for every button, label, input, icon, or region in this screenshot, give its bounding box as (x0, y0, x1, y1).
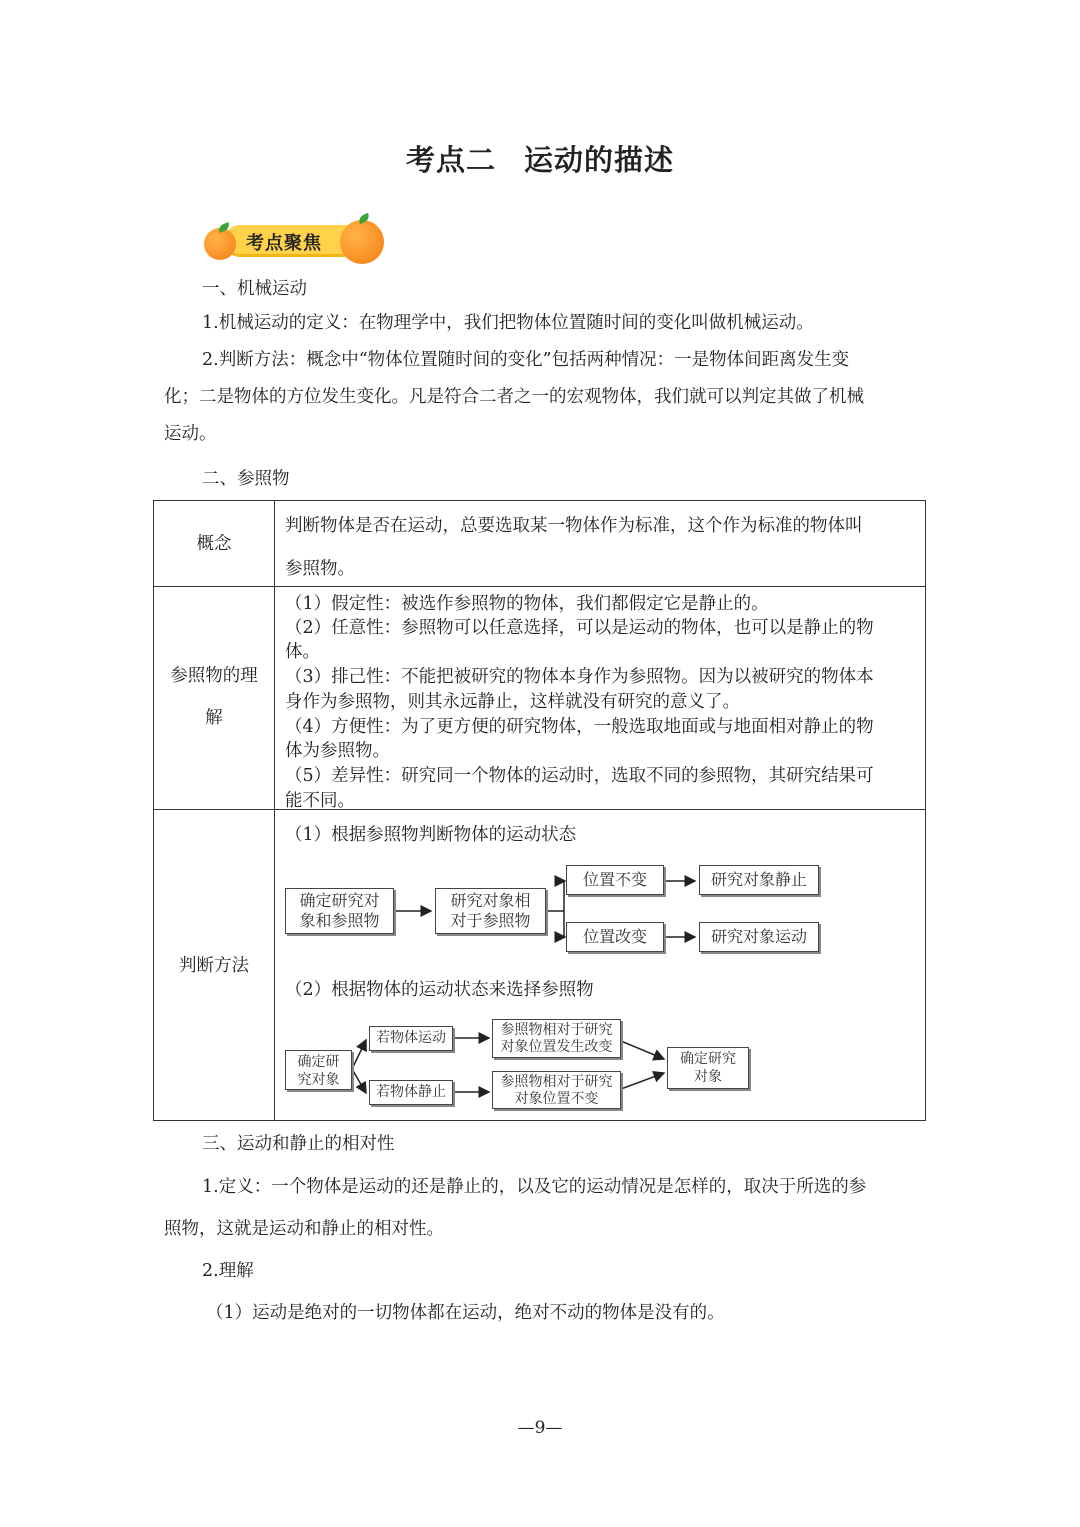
understanding-line: 体为参照物。 (285, 741, 390, 761)
flow2-box-if-moving: 若物体运动 (369, 1026, 453, 1051)
flow2-box-if-static: 若物体静止 (369, 1080, 453, 1105)
flow2-box-position-unchanged (492, 1071, 621, 1109)
flow-box-changed: 位置改变 (566, 922, 664, 952)
section-badge (204, 216, 384, 264)
s3-paragraph1-line1: 1.定义：一个物体是运动的还是静止的，以及它的运动情况是怎样的，取决于所选的参 (202, 1177, 867, 1197)
flow2-box-object (285, 1050, 352, 1090)
understanding-line: 身作为参照物，则其永远静止，这样就没有研究的意义了。 (285, 692, 740, 712)
reference-table (153, 500, 926, 1121)
section1-heading: 一、机械运动 (202, 279, 307, 299)
method-subheading-2: （2）根据物体的运动状态来选择参照物 (285, 980, 594, 1000)
flow-box-text: 确定研究对 (299, 891, 380, 910)
flow-box-text: 究对象 (297, 1072, 340, 1088)
understanding-line: （1）假定性：被选作参照物的物体，我们都假定它是静止的。 (285, 594, 769, 614)
understanding-line: 能不同。 (285, 791, 355, 811)
flow-box-text: 参照物相对于研究 (500, 1074, 613, 1090)
flow-box-relative (435, 888, 546, 934)
s3-paragraph1-line2: 照物，这就是运动和静止的相对性。 (164, 1219, 444, 1239)
s1-paragraph2-line3: 运动。 (164, 424, 217, 444)
flow-box-text: 研究对象相 (450, 891, 531, 910)
flow-box-text: 确定研 (297, 1054, 340, 1070)
understanding-line: 体。 (285, 642, 320, 662)
flow-box-text: 确定研究 (680, 1051, 736, 1067)
flow-box-text: 参照物相对于研究 (500, 1022, 613, 1038)
understanding-line: （4）方便性：为了更方便的研究物体，一般选取地面或与地面相对静止的物 (285, 717, 874, 737)
s1-paragraph1: 1.机械运动的定义：在物理学中，我们把物体位置随时间的变化叫做机械运动。 (202, 313, 814, 333)
page-title: 考点二 运动的描述 (405, 143, 675, 177)
orange-icon (340, 220, 384, 264)
orange-icon (204, 228, 236, 260)
flow-box-unchanged: 位置不变 (566, 865, 664, 895)
understanding-line: （2）任意性：参照物可以任意选择，可以是运动的物体，也可以是静止的物 (285, 618, 874, 638)
concept-line1: 判断物体是否在运动，总要选取某一物体作为标准，这个作为标准的物体叫 (285, 516, 863, 536)
s3-paragraph2: 2.理解 (202, 1261, 254, 1281)
flow-box-determine (285, 888, 394, 934)
row-label-method: 判断方法 (179, 956, 249, 976)
row-label-understanding: 参照物的理 (170, 666, 258, 686)
concept-line2: 参照物。 (285, 559, 355, 579)
flow-box-text: 对象位置不变 (514, 1091, 599, 1107)
flow2-box-position-changes (492, 1019, 621, 1058)
section3-heading: 三、运动和静止的相对性 (202, 1134, 395, 1154)
understanding-line: （3）排己性：不能把被研究的物体本身作为参照物。因为以被研究的物体本 (285, 667, 874, 687)
s3-paragraph3: （1）运动是绝对的一切物体都在运动，绝对不动的物体是没有的。 (206, 1303, 725, 1323)
flow-box-text: 对象 (694, 1069, 722, 1085)
flow-box-text: 对于参照物 (450, 911, 531, 930)
row-label-concept: 概念 (196, 534, 232, 554)
page-number: —9— (517, 1418, 563, 1438)
s1-paragraph2-line1: 2.判断方法：概念中“物体位置随时间的变化”包括两种情况：一是物体间距离发生变 (202, 350, 850, 370)
flow-box-text: 象和参照物 (299, 911, 380, 930)
badge-label: 考点聚焦 (246, 233, 322, 254)
flow2-box-determine-object (667, 1047, 749, 1089)
flow-box-text: 对象位置发生改变 (500, 1039, 613, 1055)
method-subheading-1: （1）根据参照物判断物体的运动状态 (285, 825, 577, 845)
flow-box-static: 研究对象静止 (699, 865, 819, 895)
understanding-line: （5）差异性：研究同一个物体的运动时，选取不同的参照物，其研究结果可 (285, 766, 874, 786)
flow-box-moving: 研究对象运动 (699, 922, 819, 952)
s1-paragraph2-line2: 化；二是物体的方位发生变化。凡是符合二者之一的宏观物体，我们就可以判定其做了机械 (164, 387, 864, 407)
section2-heading: 二、参照物 (202, 469, 290, 489)
row-label-understanding-2: 解 (205, 708, 223, 728)
